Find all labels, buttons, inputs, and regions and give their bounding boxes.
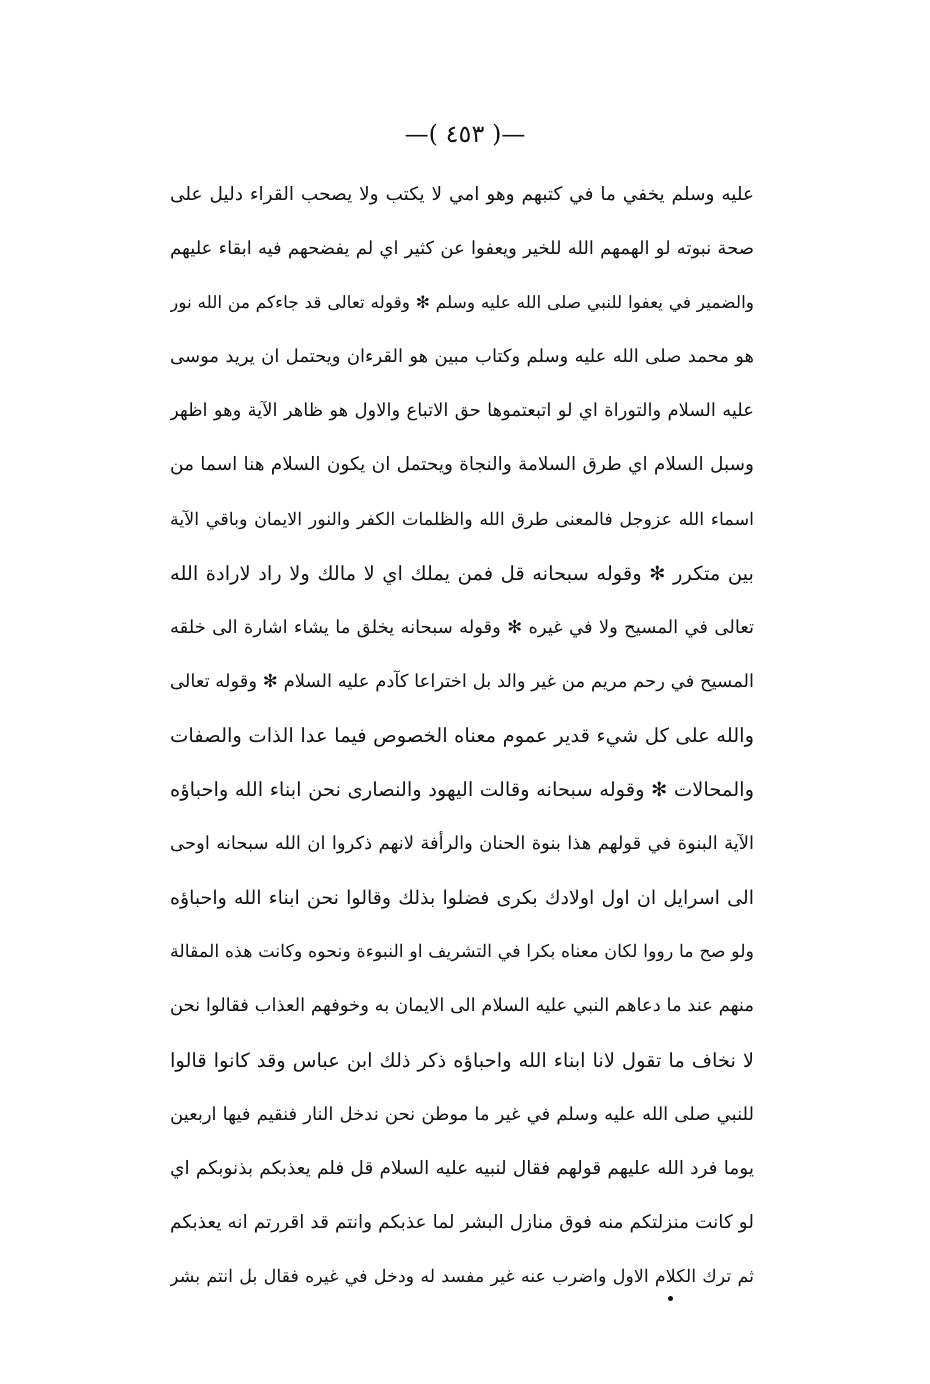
- text-line: اسماء الله عزوجل فالمعنى طرق الله والظلمات الكفر والنور الايمان وباقي الآية: [170, 509, 754, 530]
- text-line: ولو صح ما رووا لكان معناه بكرا في التشريف او النبوءة ونحوه وكانت هذه المقالة: [170, 942, 754, 963]
- text-line: منهم عند ما دعاهم النبي عليه السلام الى الايمان به وخوفهم العذاب فقالوا نحن: [170, 995, 754, 1017]
- page-number: —( ٤٥٣ )—: [404, 120, 526, 148]
- text-line: يوما فرد الله عليهم قولهم فقال لنبيه عليه السلام قل فلم يعذبكم بذنوبكم اي: [170, 1157, 754, 1179]
- text-line: صحة نبوته لو الهمهم الله للخير ويعفوا عن كثير اي لم يفضحهم فيه ابقاء عليهم: [170, 238, 754, 260]
- text-line: ثم ترك الكلام الاول واضرب عنه غير مفسد له ودخل في غيره فقال بل انتم بشر: [170, 1266, 754, 1287]
- text-line: وسبل السلام اي طرق السلامة والنجاة ويحتمل ان يكون السلام هنا اسما من: [170, 454, 754, 476]
- text-line: عليه السلام والتوراة اي لو اتبعتموها حق الاتباع والاول هو ظاهر الآية وهو اظهر: [170, 400, 754, 422]
- text-line: عليه وسلم يخفي ما في كتبهم وهو امي لا يكتب ولا يصحب القراء دليل على: [170, 184, 754, 205]
- text-line: والمحالات ✻ وقوله سبحانه وقالت اليهود والنصارى نحن ابناء الله واحباؤه: [170, 778, 754, 802]
- text-body: [170, 168, 754, 1304]
- text-line: لو كانت منزلتكم منه فوق منازل البشر لما عذبكم وانتم قد اقررتم انه يعذبكم: [170, 1211, 754, 1233]
- text-line: المسيح في رحم مريم من غير والد بل اختراعا كآدم عليه السلام ✻ وقوله تعالى: [170, 670, 754, 692]
- text-line: هو محمد صلى الله عليه وسلم وكتاب مبين هو القرءان ويحتمل ان يريد موسى: [170, 346, 754, 368]
- text-line: الآية البنوة في قولهم هذا بنوة الحنان والرأفة لانهم ذكروا ان الله سبحانه اوحى: [170, 833, 754, 855]
- footer-dot-mark: [668, 1296, 673, 1301]
- text-line: بين متكرر ✻ وقوله سبحانه قل فمن يملك اي لا مالك ولا راد لارادة الله: [170, 561, 754, 585]
- text-line: للنبي صلى الله عليه وسلم في غير ما موطن نحن ندخل النار فنقيم فيها اربعين: [170, 1103, 754, 1125]
- text-line: لا نخاف ما تقول لانا ابناء الله واحباؤه ذكر ذلك ابن عباس وقد كانوا قالوا: [170, 1048, 754, 1072]
- text-line: والله على كل شيء قدير عموم معناه الخصوص فيما عدا الذات والصفات: [170, 723, 754, 747]
- text-line: الى اسرايل ان اول اولادك بكرى فضلوا بذلك وقالوا نحن ابناء الله واحباؤه: [170, 887, 754, 910]
- text-line: تعالى في المسيح ولا في غيره ✻ وقوله سبحانه يخلق ما يشاء اشارة الى خلقه: [170, 616, 754, 638]
- text-line: والضمير في يعفوا للنبي صلى الله عليه وسلم ✻ وقوله تعالى قد جاءكم من الله نور: [170, 293, 754, 314]
